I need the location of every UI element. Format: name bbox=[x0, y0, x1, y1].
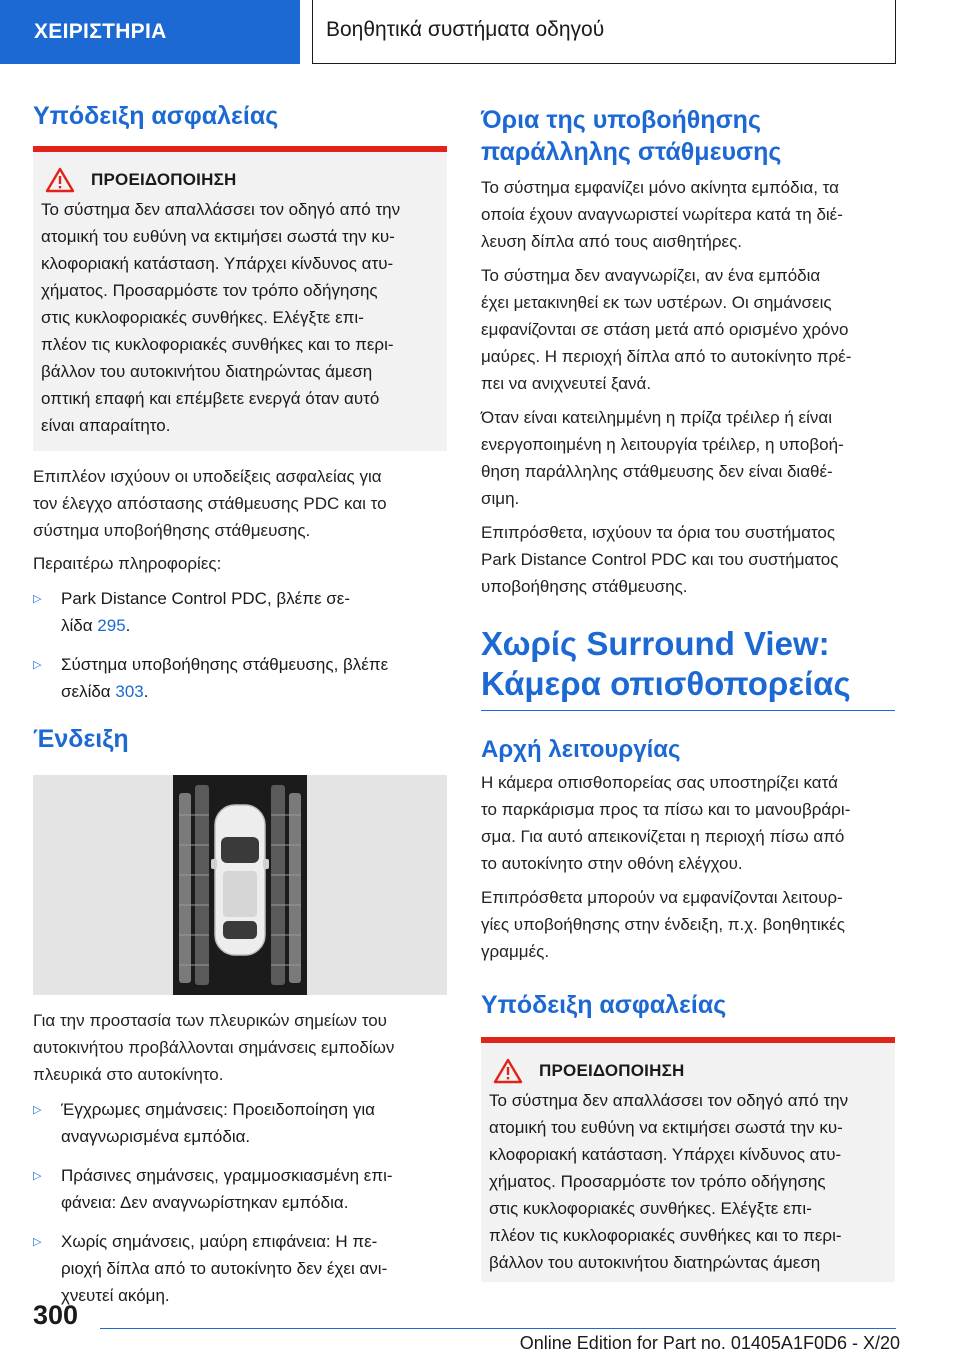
warning-line: στις κυκλοφοριακές συνθήκες. Ελέγξτε επι- bbox=[489, 1199, 812, 1218]
principle-heading: Αρχή λειτουργίας bbox=[481, 736, 681, 763]
reference-list bbox=[33, 585, 447, 705]
warning-line: βάλλον του αυτοκινήτου διατηρώντας άμεση bbox=[489, 1253, 821, 1272]
chapter-title: Βοηθητικά συστήματα οδηγού bbox=[312, 0, 896, 64]
warning-header bbox=[37, 166, 443, 194]
page-number: 300 bbox=[33, 1300, 79, 1330]
warning-triangle-icon bbox=[45, 167, 75, 193]
warning-line: ατομική του ευθύνη να εκτιμήσει σωστά την κυ- bbox=[41, 227, 395, 246]
limits-heading: Όρια της υποβοήθησης παράλληλης στάθμευσης bbox=[481, 106, 782, 166]
warning-line: βάλλον του αυτοκινήτου διατηρώντας άμεση bbox=[41, 362, 373, 381]
warning-line: κλοφοριακή κατάσταση. Υπάρχει κίνδυνος ατυ- bbox=[41, 254, 394, 273]
right-column bbox=[481, 100, 895, 1282]
bullet-triangle-icon: ▷ bbox=[33, 659, 42, 671]
warning-line: πλέον τις κυκλοφοριακές συνθήκες και το περι- bbox=[489, 1226, 842, 1245]
principle-paragraph: Η κάμερα οπισθοπορείας σας υποστηρίζει κατά το παρκάρισμα προς τα πίσω και το μανουβράρι- σμα. Για αυτό απεικονίζεται η περιοχή πίσω από το αυτοκίνητο στην οθόνη ελέγχου. bbox=[481, 773, 851, 873]
warning-header bbox=[485, 1057, 891, 1085]
limits-paragraph: Το σύστημα δεν αναγνωρίζει, αν ένα εμπόδια έχει μετακινηθεί εκ των υστέρων. Οι σημάνσεις εμφανίζονται σε στάση μετά από ορισμένο χρόνο μαύρες. Η περιοχή δίπλα από το αυτοκίνητο πρέ- πει να ανιχνευτεί ξανά. bbox=[481, 266, 852, 393]
car-top-view-image bbox=[33, 775, 447, 995]
warning-title: ΠΡΟΕΙΔΟΠΟΙΗΣΗ bbox=[539, 1061, 685, 1080]
page-header bbox=[0, 0, 960, 66]
display-heading: Ένδειξη bbox=[33, 725, 129, 753]
warning-line: Το σύστημα δεν απαλλάσσει τον οδηγό από την bbox=[489, 1091, 849, 1110]
parking-display-illustration bbox=[33, 775, 447, 995]
text-line: σύστημα υποβοήθησης στάθμευσης. bbox=[33, 521, 311, 540]
text-line: Για την προστασία των πλευρικών σημείων του bbox=[33, 1011, 387, 1030]
safety-heading-right: Υπόδειξη ασφαλείας bbox=[481, 991, 727, 1019]
warning-line: πλέον τις κυκλοφοριακές συνθήκες και το περι- bbox=[41, 335, 394, 354]
bullet-triangle-icon: ▷ bbox=[33, 1170, 42, 1182]
warning-line: χήματος. Προσαρμόστε τον τρόπο οδήγησης bbox=[41, 281, 378, 300]
text-line: πλευρικά στο αυτοκίνητο. bbox=[33, 1065, 224, 1084]
warning-line: είναι απαραίτητο. bbox=[41, 416, 171, 435]
limits-paragraph: Όταν είναι κατειλημμένη η πρίζα τρέιλερ ή είναι ενεργοποιημένη η λειτουργία τρέιλερ, η υποβοή- θηση παράλληλης στάθμευσης δεν είναι διαθέ- σιμη. bbox=[481, 408, 844, 508]
limits-paragraph: Επιπρόσθετα, ισχύουν τα όρια του συστήματος Park Distance Control PDC και του συστήματος υποβοήθησης στάθμευσης. bbox=[481, 523, 839, 596]
list-item: ▷ Έγχρωμες σημάνσεις: Προειδοποίηση για αναγνωρισμένα εμπόδια. bbox=[33, 1096, 447, 1150]
warning-line: οπτική επαφή και επέμβετε ενεργά όταν αυτό bbox=[41, 389, 380, 408]
warning-text bbox=[37, 196, 443, 439]
display-paragraph bbox=[33, 1007, 447, 1088]
marker-list bbox=[33, 1096, 447, 1309]
bullet-triangle-icon: ▷ bbox=[33, 593, 42, 605]
text-line: αυτοκινήτου προβάλλονται σημάνσεις εμποδίων bbox=[33, 1038, 395, 1057]
camera-section-heading: Χωρίς Surround View: Κάμερα οπισθοπορείας bbox=[481, 624, 895, 711]
list-item: ▷ Σύστημα υποβοήθησης στάθμευσης, βλέπε σελίδα 303. bbox=[33, 651, 447, 705]
safety-heading: Υπόδειξη ασφαλείας bbox=[33, 102, 279, 130]
section-tab[interactable]: ΧΕΙΡΙΣΤΗΡΙΑ bbox=[0, 0, 300, 64]
limits-paragraph: Το σύστημα εμφανίζει μόνο ακίνητα εμπόδια, τα οποία έχουν αναγνωριστεί νωρίτερα κατά τη διέ- λευση δίπλα από τους αισθητήρες. bbox=[481, 178, 843, 251]
warning-title: ΠΡΟΕΙΔΟΠΟΙΗΣΗ bbox=[91, 170, 237, 189]
warning-triangle-icon bbox=[493, 1058, 523, 1084]
warning-text bbox=[485, 1087, 891, 1276]
warning-line: ατομική του ευθύνη να εκτιμήσει σωστά την κυ- bbox=[489, 1118, 843, 1137]
list-item: ▷ Πράσινες σημάνσεις, γραμμοσκιασμένη επι- φάνεια: Δεν αναγνωρίστηκαν εμπόδια. bbox=[33, 1162, 447, 1216]
bullet-triangle-icon: ▷ bbox=[33, 1104, 42, 1116]
warning-line: Το σύστημα δεν απαλλάσσει τον οδηγό από την bbox=[41, 200, 401, 219]
list-item: ▷ Χωρίς σημάνσεις, μαύρη επιφάνεια: Η πε- ριοχή δίπλα από το αυτοκίνητο δεν έχει ανι- χνευτεί ακόμη. bbox=[33, 1228, 447, 1309]
more-info-label: Περαιτέρω πληροφορίες: bbox=[33, 554, 222, 573]
warning-box-right bbox=[481, 1037, 895, 1282]
warning-line: χήματος. Προσαρμόστε τον τρόπο οδήγησης bbox=[489, 1172, 826, 1191]
principle-paragraph: Επιπρόσθετα μπορούν να εμφανίζονται λειτουρ- γίες υποβοήθησης στην ένδειξη, π.χ. βοηθητικές γραμμές. bbox=[481, 888, 845, 961]
warning-line: κλοφοριακή κατάσταση. Υπάρχει κίνδυνος ατυ- bbox=[489, 1145, 842, 1164]
edition-text: Online Edition for Part no. 01405A1F0D6 - X/20 bbox=[519, 1333, 900, 1353]
warning-box bbox=[33, 146, 447, 451]
footer-divider bbox=[100, 1328, 896, 1329]
text-line: τον έλεγχο απόστασης στάθμευσης PDC και το bbox=[33, 494, 387, 513]
safety-paragraph bbox=[33, 463, 447, 544]
list-item: ▷ Park Distance Control PDC, βλέπε σε- λίδα 295. bbox=[33, 585, 447, 639]
text-line: Επιπλέον ισχύουν οι υποδείξεις ασφαλείας για bbox=[33, 467, 382, 486]
page-link-295[interactable]: 295 bbox=[97, 616, 126, 635]
page-link-303[interactable]: 303 bbox=[115, 682, 144, 701]
warning-line: στις κυκλοφοριακές συνθήκες. Ελέγξτε επι- bbox=[41, 308, 364, 327]
left-column bbox=[33, 100, 447, 1321]
bullet-triangle-icon: ▷ bbox=[33, 1236, 42, 1248]
